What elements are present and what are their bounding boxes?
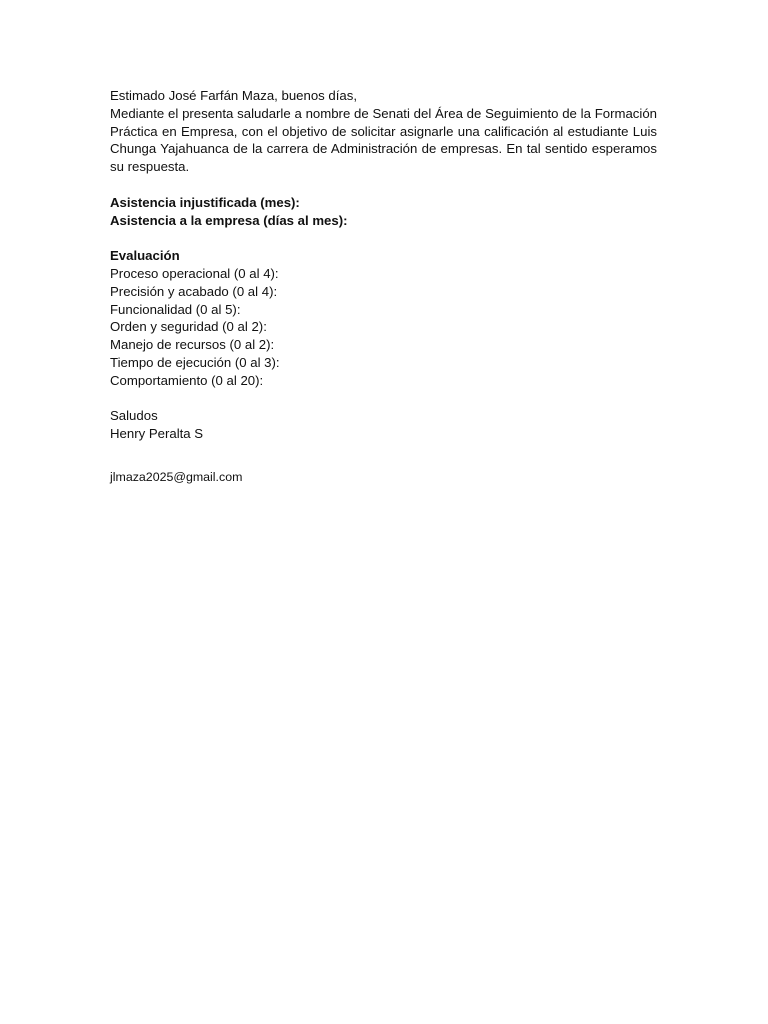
- evaluation-item: Funcionalidad (0 al 5):: [110, 301, 241, 317]
- evaluation-item: Manejo de recursos (0 al 2):: [110, 337, 275, 353]
- spacer: [110, 390, 657, 408]
- closing: Saludos: [110, 408, 158, 424]
- spacer: [110, 229, 657, 247]
- spacer: [110, 176, 657, 194]
- letter-body: Mediante el presenta saludarle a nombre de Senati del Área de Seguimiento de la Formación Práctica en Empresa, con el objetivo de solicitar asignarle una calificación al estudiante Luis Chunga Yajahuanca de la carrera de Administración de empresas. En tal sentido esperamos su respuesta.: [110, 105, 657, 175]
- greeting: Estimado José Farfán Maza, buenos días,: [110, 88, 358, 103]
- attendance-unjustified: Asistencia injustificada (mes):: [110, 194, 300, 210]
- email-address: jlmaza2025@gmail.com: [110, 469, 243, 484]
- evaluation-title: Evaluación: [110, 248, 180, 264]
- letter-content: [110, 87, 657, 487]
- evaluation-item: Proceso operacional (0 al 4):: [110, 265, 279, 281]
- evaluation-item: Precisión y acabado (0 al 4):: [110, 283, 278, 299]
- spacer: [110, 443, 657, 461]
- signature: Henry Peralta S: [110, 426, 204, 442]
- evaluation-item: Comportamiento (0 al 20):: [110, 372, 264, 388]
- attendance-company: Asistencia a la empresa (días al mes):: [110, 212, 348, 228]
- evaluation-item: Tiempo de ejecución (0 al 3):: [110, 354, 280, 370]
- evaluation-item: Orden y seguridad (0 al 2):: [110, 319, 267, 335]
